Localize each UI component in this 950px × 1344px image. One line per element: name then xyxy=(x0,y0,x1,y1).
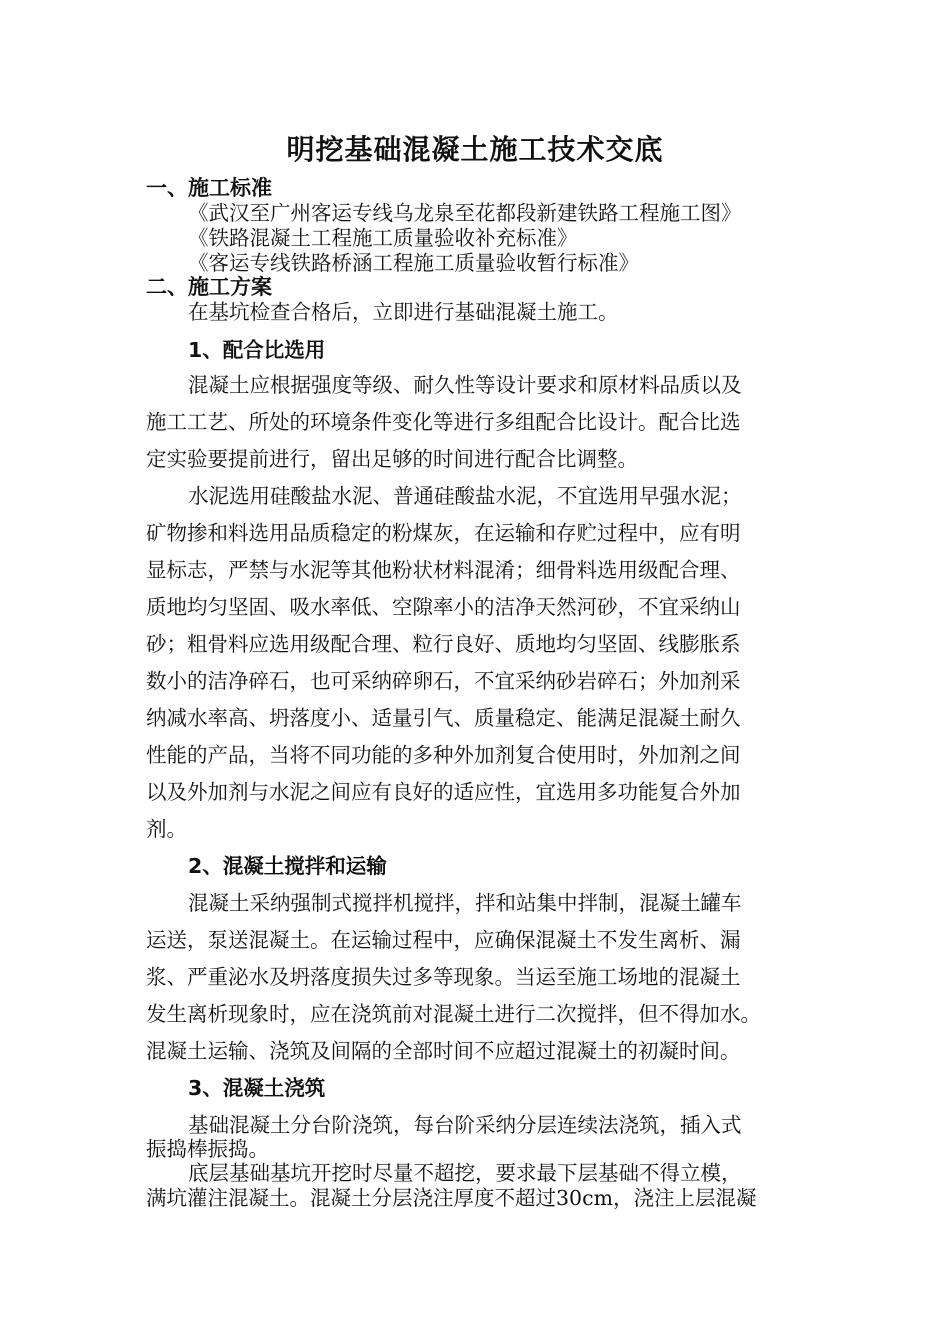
paragraph-line: 质地均匀坚固、吸水率低、空隙率小的洁净天然河砂，不宜采纳山 xyxy=(146,595,741,619)
paragraph-line: 运送，泵送混凝土。在运输过程中，应确保混凝土不发生离析、漏 xyxy=(146,928,741,952)
paragraph-line: 数小的洁净碎石，也可采纳碎卵石，不宜采纳砂岩碎石；外加剂采 xyxy=(146,669,741,693)
section-heading-plan: 二、施工方案 xyxy=(146,275,272,299)
paragraph-line: 混凝土运输、浇筑及间隔的全部时间不应超过混凝土的初凝时间。 xyxy=(146,1039,741,1063)
paragraph-line: 剂。 xyxy=(146,817,187,841)
paragraph-line: 浆、严重泌水及坍落度损失过多等现象。当运至施工场地的混凝土 xyxy=(146,965,741,989)
subsection-heading-mixing-transport: 2、混凝土搅拌和运输 xyxy=(188,854,387,878)
paragraph-line: 振捣棒振捣。 xyxy=(146,1137,269,1161)
standard-item: 《武汉至广州客运专线乌龙泉至花都段新建铁路工程施工图》 xyxy=(188,201,742,225)
standard-item: 《客运专线铁路桥涵工程施工质量验收暂行标准》 xyxy=(188,251,639,275)
paragraph-line: 发生离析现象时，应在浇筑前对混凝土进行二次搅拌，但不得加水。 xyxy=(146,1002,761,1026)
paragraph-line: 砂；粗骨料应选用级配合理、粒行良好、质地均匀坚固、线膨胀系 xyxy=(146,632,741,656)
standard-item: 《铁路混凝土工程施工质量验收补充标准》 xyxy=(188,226,578,250)
subsection-heading-mix: 1、配合比选用 xyxy=(188,338,326,362)
subsection-heading-pouring: 3、混凝土浇筑 xyxy=(188,1076,326,1100)
paragraph-line: 基础混凝土分台阶浇筑，每台阶采纳分层连续法浇筑，插入式 xyxy=(188,1113,742,1137)
paragraph-line: 底层基础基坑开挖时尽量不超挖，要求最下层基础不得立模， xyxy=(188,1161,742,1185)
paragraph-line: 矿物掺和料选用品质稳定的粉煤灰，在运输和存贮过程中，应有明 xyxy=(146,521,741,545)
section-heading-standards: 一、施工标准 xyxy=(146,176,272,200)
paragraph-line: 显标志，严禁与水泥等其他粉状材料混淆；细骨料选用级配合理、 xyxy=(146,558,741,582)
paragraph-line: 混凝土应根据强度等级、耐久性等设计要求和原材料品质以及 xyxy=(188,373,742,397)
paragraph-line: 以及外加剂与水泥之间应有良好的适应性，宜选用多功能复合外加 xyxy=(146,780,741,804)
paragraph-line: 满坑灌注混凝土。混凝土分层浇注厚度不超过30cm，浇注上层混凝 xyxy=(146,1186,757,1210)
paragraph-line: 施工工艺、所处的环境条件变化等进行多组配合比设计。配合比选 xyxy=(146,410,741,434)
paragraph-line: 定实验要提前进行，留出足够的时间进行配合比调整。 xyxy=(146,447,638,471)
paragraph-line: 混凝土采纳强制式搅拌机搅拌，拌和站集中拌制，混凝土罐车 xyxy=(188,891,742,915)
paragraph-line: 性能的产品，当将不同功能的多种外加剂复合使用时，外加剂之间 xyxy=(146,743,741,767)
paragraph-line: 水泥选用硅酸盐水泥、普通硅酸盐水泥，不宜选用早强水泥； xyxy=(188,484,742,508)
paragraph-line: 纳减水率高、坍落度小、适量引气、质量稳定、能满足混凝土耐久 xyxy=(146,706,741,730)
paragraph-line: 在基坑检查合格后，立即进行基础混凝土施工。 xyxy=(188,300,619,324)
document-title: 明挖基础混凝土施工技术交底 xyxy=(286,133,664,166)
